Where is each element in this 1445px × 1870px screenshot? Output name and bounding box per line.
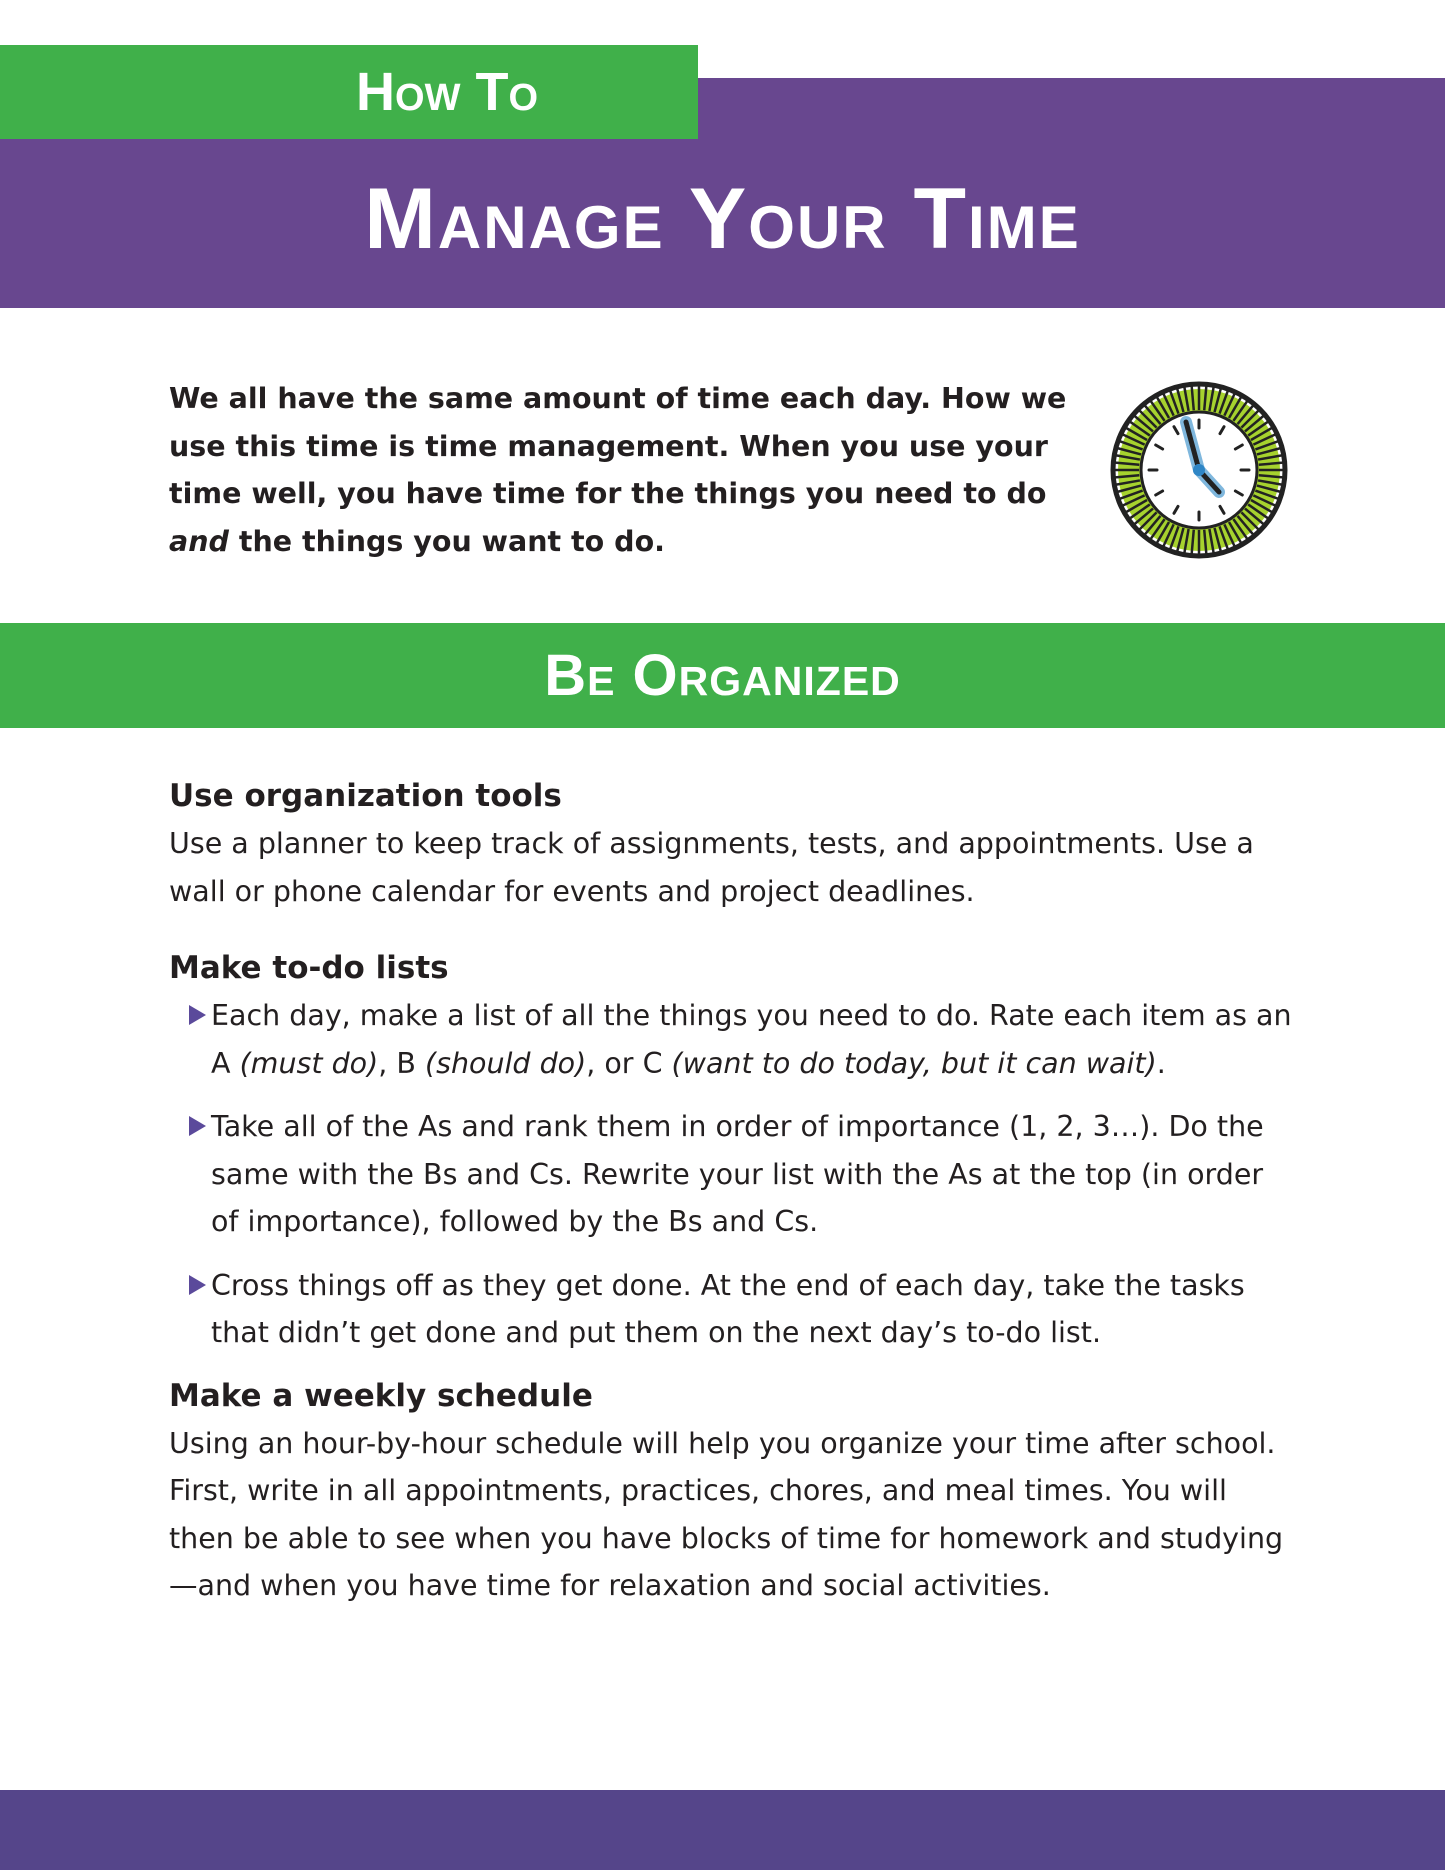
item-text: Each day, make a list of all the things you need to do. Rate each item as an A xyxy=(211,999,1292,1080)
intro-text-end: the things you want to do. xyxy=(228,524,665,558)
item-text: , B xyxy=(378,1046,425,1080)
list-item xyxy=(169,1103,1299,1246)
intro-paragraph xyxy=(169,375,1089,565)
footer-bar xyxy=(0,1790,1445,1870)
item-text: , or C xyxy=(586,1046,672,1080)
item-text: Take all of the As and rank them in order of importance (1, 2, 3…). Do the same with the Bs and Cs. Rewrite your list with the As at the top (in order of importance), followed by the Bs and Cs. xyxy=(211,1110,1264,1238)
weekly-section xyxy=(169,1373,1299,1610)
todo-heading: Make to-do lists xyxy=(169,950,449,986)
item-italic: (should do) xyxy=(424,1046,587,1080)
kicker-label: How To xyxy=(356,62,538,122)
intro-text: We all have the same amount of time each day. How we use this time is time management. When you use your time well, you have time for the things you need to do xyxy=(169,382,1067,510)
triangle-bullet-icon xyxy=(189,1005,206,1025)
triangle-bullet-icon xyxy=(189,1275,206,1295)
clock-icon xyxy=(1104,380,1294,560)
section-banner xyxy=(0,623,1445,728)
todo-list xyxy=(169,992,1299,1357)
weekly-heading: Make a weekly schedule xyxy=(169,1377,593,1414)
item-text: . xyxy=(1156,1046,1166,1080)
list-item xyxy=(169,1262,1299,1357)
item-italic: (must do) xyxy=(239,1046,379,1080)
todo-section xyxy=(169,945,1299,1357)
item-italic: (want to do today, but it can wait) xyxy=(671,1046,1157,1080)
tools-heading: Use organization tools xyxy=(169,778,562,814)
page-title: Manage Your Time xyxy=(364,171,1081,267)
list-item xyxy=(169,992,1299,1087)
tools-body: Use a planner to keep track of assignments, tests, and appointments. Use a wall or phone calendar for events and project deadlines. xyxy=(169,827,1254,908)
intro-emphasis: and xyxy=(169,524,229,558)
item-text: Cross things off as they get done. At the end of each day, take the tasks that didn’t get done and put them on the next day’s to-do list. xyxy=(211,1268,1245,1349)
section-title: Be Organized xyxy=(544,643,901,708)
content xyxy=(169,773,1299,1640)
tools-section xyxy=(169,773,1299,915)
kicker-tab xyxy=(0,45,698,139)
weekly-body: Using an hour-by-hour schedule will help you organize your time after school. First, write in all appointments, practices, chores, and meal times. You will then be able to see when you have blocks of time for homework and studying—and when you have time for relaxation and social activities. xyxy=(169,1426,1284,1602)
triangle-bullet-icon xyxy=(189,1116,206,1136)
